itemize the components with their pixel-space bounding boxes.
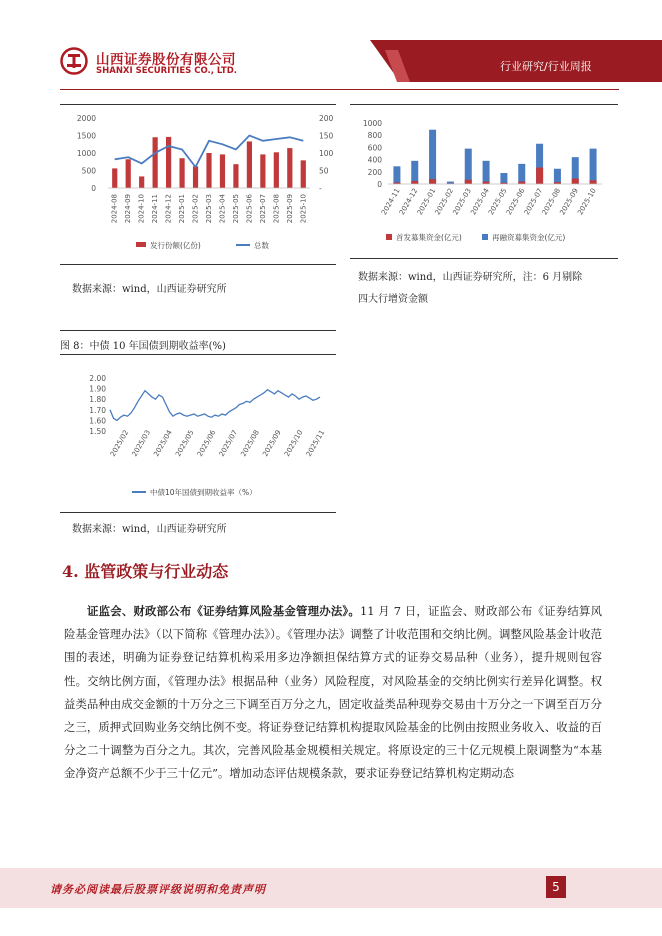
fund-issuance-bar (301, 160, 306, 188)
x-tick-label: 2025-08 (272, 194, 281, 224)
x-tick-label: 2025-07 (522, 187, 545, 217)
figure-rule (60, 330, 336, 331)
x-tick-label: 2025-03 (451, 187, 473, 217)
fund-issuance-bar (206, 153, 211, 188)
figure-rule (60, 354, 336, 355)
refinancing-bar (554, 169, 561, 184)
fund-issuance-bar (126, 159, 131, 188)
legend-label: 总数 (254, 241, 269, 250)
legend-swatch (136, 242, 146, 247)
chart-box-rule (350, 258, 618, 259)
section-title: 4. 监管政策与行业动态 (62, 562, 229, 581)
refinancing-bar (393, 166, 400, 184)
footer-disclaimer: 请务必阅读最后股票评级说明和免责声明 (50, 883, 266, 896)
company-name-cn: 山西证券股份有限公司 (96, 52, 236, 68)
page-header (0, 0, 662, 90)
y-left-tick-label: 1500 (76, 131, 96, 141)
y-tick-label: 400 (367, 155, 382, 165)
y-tick-label: 1.70 (89, 405, 106, 415)
x-tick-label: 2025/07 (217, 428, 240, 458)
ipo-bar (465, 180, 472, 184)
x-tick-label: 2025/02 (108, 428, 131, 458)
ipo-bar (536, 168, 543, 184)
x-tick-label: 2025-06 (504, 187, 527, 217)
x-tick-label: 2025-08 (540, 187, 563, 217)
x-tick-label: 2025-03 (205, 194, 213, 224)
x-tick-label: 2024-11 (151, 194, 160, 224)
x-tick-label: 2025-10 (299, 194, 308, 224)
legend-swatch (482, 234, 488, 240)
refinancing-bar (429, 130, 436, 184)
x-tick-label: 2025-09 (558, 187, 580, 217)
data-source-fig8: 数据来源：wind，山西证券研究所 (72, 524, 227, 535)
refinancing-bar (590, 149, 597, 184)
page-number: 5 (546, 876, 566, 898)
y-tick-label: 1000 (362, 119, 382, 128)
fund-issuance-bar (112, 168, 117, 188)
data-source-left: 数据来源：wind，山西证券研究所 (72, 284, 227, 295)
fund-issuance-bar (247, 141, 252, 188)
refinancing-bar (500, 173, 507, 184)
legend-swatch (386, 234, 392, 240)
fund-issuance-bar (193, 166, 198, 188)
fund-issuance-bar (179, 158, 184, 188)
x-tick-label: 2025/04 (152, 428, 174, 458)
header-divider (60, 89, 619, 90)
x-tick-label: 2025-02 (433, 187, 456, 217)
refinancing-bar (411, 161, 418, 184)
data-source-right-line2: 四大行增资金额 (358, 294, 428, 305)
y-right-tick-label: 150 (319, 131, 334, 141)
y-right-tick-label: 100 (319, 149, 334, 158)
figure-8-title: 图 8：中债 10 年国债到期收益率(%) (60, 341, 226, 352)
x-tick-label: 2025/09 (261, 428, 283, 458)
y-right-tick-label: 200 (319, 114, 334, 123)
legend-label: 中债10年国债到期收益率（%） (150, 488, 257, 497)
x-tick-label: 2025-01 (178, 194, 187, 224)
body-paragraph (64, 600, 602, 786)
legend-label: 再融资募集资金(亿元) (492, 233, 566, 242)
legend-label: 首发募集资金(亿元) (396, 233, 462, 242)
x-tick-label: 2025-05 (487, 187, 509, 217)
x-tick-label: 2024-12 (397, 187, 420, 217)
report-type-label: 行业研究/行业周报 (500, 60, 592, 73)
x-tick-label: 2024-10 (137, 194, 146, 224)
x-tick-label: 2025/10 (283, 428, 305, 458)
company-logo-icon (60, 47, 88, 75)
y-left-tick-label: 2000 (76, 114, 96, 123)
bond-yield-line (110, 390, 320, 421)
x-tick-label: 2025-02 (191, 194, 200, 224)
fund-issuance-bar (274, 152, 279, 188)
x-tick-label: 2025-05 (231, 194, 240, 224)
legend-label: 发行份额(亿份) (150, 241, 201, 250)
y-left-tick-label: 1000 (76, 149, 96, 158)
x-tick-label: 2024-09 (124, 194, 133, 224)
x-tick-label: 2025-09 (285, 193, 294, 224)
chart-box-rule (60, 104, 336, 105)
data-source-right-line1: 数据来源：wind，山西证券研究所，注：6 月剔除 (358, 272, 583, 283)
x-tick-label: 2025-04 (218, 194, 227, 224)
y-right-tick-label: - (319, 184, 322, 193)
paragraph-lead: 证监会、财政部公布《证券结算风险基金管理办法》。 (87, 604, 360, 618)
x-tick-label: 2025-07 (258, 194, 267, 224)
y-right-tick-label: 50 (319, 166, 329, 176)
x-tick-label: 2025/05 (174, 428, 196, 458)
fund-issuance-bar (233, 164, 238, 188)
ipo-bar (590, 180, 597, 184)
x-tick-label: 2025-01 (415, 187, 438, 217)
refinancing-bar (465, 149, 472, 184)
ipo-bar (411, 181, 418, 184)
refinancing-bar (483, 161, 490, 184)
y-tick-label: 2.00 (89, 374, 106, 383)
figure-rule (60, 512, 336, 513)
x-tick-label: 2025/08 (239, 428, 261, 458)
y-tick-label: 0 (377, 180, 382, 189)
fund-issuance-bar (139, 176, 144, 188)
data-source-right (358, 268, 618, 305)
y-tick-label: 1.60 (89, 416, 106, 426)
y-left-tick-label: 500 (81, 166, 96, 176)
company-name-en: SHANXI SECURITIES CO., LTD. (96, 66, 238, 76)
x-tick-label: 2025/11 (304, 428, 327, 458)
y-left-tick-label: 0 (91, 184, 96, 193)
fund-issuance-bar (166, 137, 171, 188)
fund-issuance-bar (260, 154, 265, 188)
fund-issuance-bar (220, 154, 225, 188)
x-tick-label: 2024-08 (110, 194, 119, 224)
x-tick-label: 2024-12 (164, 194, 173, 224)
chart-box-rule (350, 104, 618, 105)
x-tick-label: 2025/03 (130, 428, 153, 458)
y-tick-label: 200 (367, 167, 382, 177)
y-tick-label: 600 (367, 143, 382, 153)
y-tick-label: 1.50 (89, 427, 106, 436)
x-tick-label: 2025/06 (195, 428, 218, 458)
y-tick-label: 1.90 (89, 384, 106, 394)
fund-issuance-bar (287, 148, 292, 188)
x-tick-label: 2025-10 (576, 186, 598, 217)
fund-issuance-bar (153, 137, 158, 188)
x-tick-label: 2025-06 (245, 194, 254, 224)
y-tick-label: 800 (367, 131, 382, 141)
ipo-bar (572, 179, 579, 184)
x-tick-label: 2024-11 (380, 187, 402, 217)
paragraph-body: 11 月 7 日，证监会、财政部公布《证券结算风险基金管理办法》（以下简称《管理办法》）。《管理办法》调整了计收范围和交纳比例。调整风险基金计收范围的表述，明确为证券登记结算机构采用多边净额担保结算方式的证券交易品种（业务），提升规则包容性。交纳比例方面，《管理办法》根据品种（业务）风险程度，对风险基金的交纳比例实行差异化调整。权益类品种由成交金额的十万分之三下调至百万分之九，固定收益类品种现券交易由十万分之一下调至百万分之三，质押式回购业务交纳比例不变。将证券登记结算机构提取风险基金的比例由按照业务收入、收益的百分之二十调整为百分之九。其次，完善风险基金规模相关规定。将原设定的三十亿元规模上限调整为“本基金净资产总额不少于三十亿元”。增加动态评估规模条款，要求证券登记结算机构定期动态 (64, 604, 602, 781)
ipo-bar (429, 179, 436, 184)
chart-box-rule (60, 264, 336, 265)
bond-yield-chart (60, 362, 340, 512)
y-tick-label: 1.80 (89, 395, 106, 405)
fund-issuance-chart (60, 106, 340, 266)
refinancing-bar (518, 164, 525, 184)
header-banner (0, 0, 662, 90)
x-tick-label: 2025-04 (469, 187, 491, 217)
equity-financing-chart (350, 112, 620, 252)
